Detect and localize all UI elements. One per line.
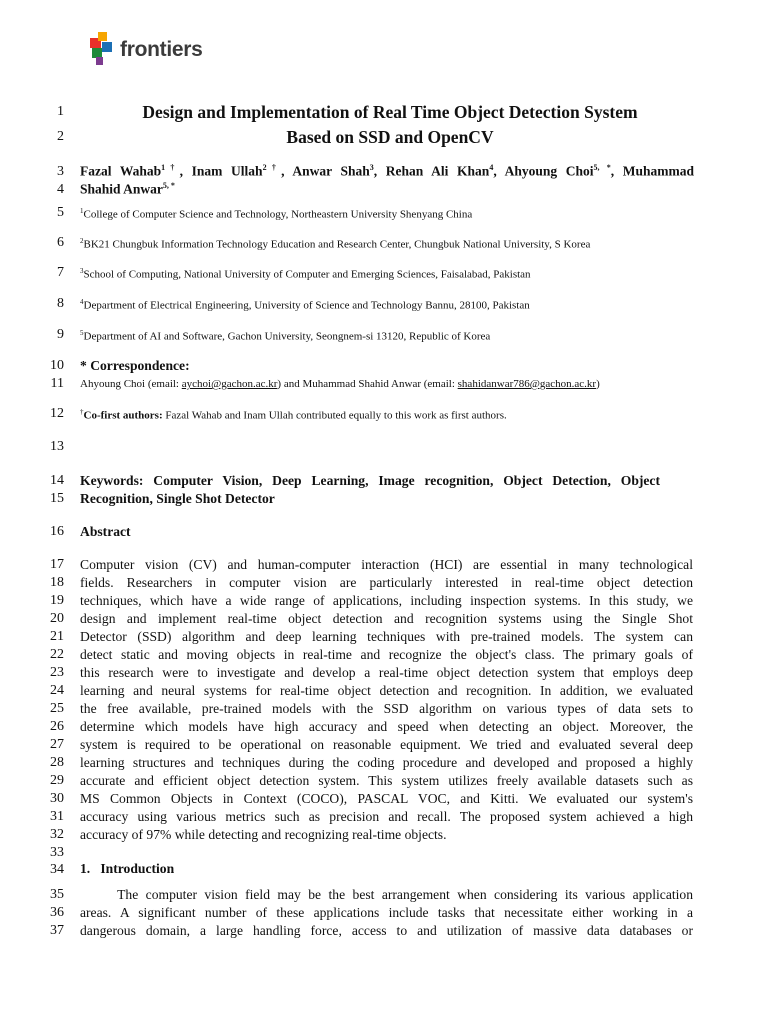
abstract-line: learning and neural systems for real-time object detection and recognition. In addition, we evaluated — [80, 683, 693, 698]
line-number: 27 — [50, 737, 64, 752]
affiliation: $^2$BK21 Chungbuk Information Technology Education and Research Center, Chungbuk National University, S Korea — [80, 237, 591, 251]
paper-title-line: Based on SSD and OpenCV — [286, 127, 494, 147]
author-list-line: Fazal Wahab$^{1\dagger}$, Inam Ullah$^{2\dagger}$, Anwar Shah$^3$, Rehan Ali Khan$^4$, Ahyoung Choi$^{5, *}$, Muhammad — [80, 163, 695, 179]
paper-title-line: Design and Implementation of Real Time Object Detection System — [142, 102, 638, 122]
line-number: 29 — [50, 773, 64, 788]
abstract-line: determine which models have high accuracy and speed when detecting an object. Moreover, the — [80, 719, 693, 734]
section-heading-introduction: 1. Introduction — [80, 861, 175, 876]
intro-line: dangerous domain, a large handling force, access to and utilization of massive data databases or — [80, 923, 693, 938]
abstract-line: techniques, which have a wide range of applications, including inspection systems. In this study, we — [80, 593, 693, 608]
keywords-line: Keywords: Computer Vision, Deep Learning, Image recognition, Object Detection, Object — [80, 473, 660, 488]
line-number: 7 — [57, 265, 64, 280]
abstract-line: accuracy of 97% while detecting and recognizing real-time objects. — [80, 827, 447, 842]
abstract-line: the free available, pre-trained models with the SSD algorithm on various types of data sets to — [80, 701, 693, 716]
logo-text: frontiers — [120, 38, 203, 61]
intro-line: areas. A significant number of these applications include tasks that necessitate either working in a — [80, 905, 693, 920]
affiliation: $^4$Department of Electrical Engineering, University of Science and Technology Bannu, 28100, Pakistan — [80, 298, 530, 312]
abstract-line: system is required to be operational on reasonable equipment. We tried and evaluated several deep — [80, 737, 693, 752]
frontiers-logo-icon — [88, 32, 118, 66]
email-link[interactable]: aychoi@gachon.ac.kr — [181, 378, 278, 390]
line-number: 9 — [57, 327, 64, 342]
line-number: 31 — [50, 809, 64, 824]
abstract-line: accuracy using various metrics such as precision and recall. The proposed system achieved a high — [80, 809, 693, 824]
line-number: 33 — [50, 845, 64, 860]
abstract-line: Computer vision (CV) and human-computer interaction (HCI) are essential in many technological — [80, 557, 693, 572]
line-number: 17 — [50, 557, 64, 572]
affiliation: $^5$Department of AI and Software, Gachon University, Seongnem-si 13120, Republic of Korea — [80, 329, 491, 343]
email-link[interactable]: shahidanwar786@gachon.ac.kr — [457, 378, 597, 390]
affiliation: $^3$School of Computing, National University of Computer and Emerging Sciences, Faisalabad, Pakistan — [80, 267, 531, 281]
author-list-line: Shahid Anwar$^{5, *}$ — [80, 181, 175, 197]
line-number: 10 — [50, 358, 64, 373]
line-number: 30 — [50, 791, 64, 806]
abstract-line: learning structures and techniques during the coding procedure and developed and proposed a highly — [80, 755, 693, 770]
line-number: 12 — [50, 406, 64, 421]
abstract-heading: Abstract — [80, 524, 131, 539]
correspondence-heading: * Correspondence: — [80, 358, 190, 373]
affiliation: $^1$College of Computer Science and Technology, Northeastern University Shenyang China — [80, 207, 473, 221]
line-number: 14 — [50, 473, 64, 488]
line-number: 8 — [57, 296, 64, 311]
line-number: 18 — [50, 575, 64, 590]
line-number: 25 — [50, 701, 64, 716]
line-number: 15 — [50, 491, 64, 506]
line-number: 1 — [57, 104, 64, 119]
line-number: 23 — [50, 665, 64, 680]
abstract-line: detect static and moving objects in real-time and recognize the object's class. The primary goals of — [80, 647, 693, 662]
correspondence-line: Ahyoung Choi (email: aychoi@gachon.ac.kr) and Muhammad Shahid Anwar (email: shahidanwar786@gachon.ac.kr) — [80, 378, 600, 390]
line-number: 20 — [50, 611, 64, 626]
line-number: 28 — [50, 755, 64, 770]
line-number: 35 — [50, 887, 64, 902]
line-number: 36 — [50, 905, 64, 920]
abstract-line: accurate and efficient object detection system. This system utilizes freely available datasets such as — [80, 773, 693, 788]
abstract-line: design and implement real-time object detection and recognition systems using the Single Shot — [80, 611, 693, 626]
abstract-line: this research were to investigate and develop a real-time object detection system that employs deep — [80, 665, 693, 680]
line-number: 4 — [57, 182, 64, 197]
line-number: 6 — [57, 235, 64, 250]
keywords-line: Recognition, Single Shot Detector — [80, 491, 275, 506]
line-number: 11 — [50, 376, 64, 391]
line-number: 19 — [50, 593, 64, 608]
line-number: 2 — [57, 129, 64, 144]
abstract-line: MS Common Objects in Context (COCO), PASCAL VOC, and Kitti. We evaluated our system's — [80, 791, 693, 806]
line-number: 24 — [50, 683, 64, 698]
line-number: 16 — [50, 524, 64, 539]
co-first-authors-note: †Co-first authors: Fazal Wahab and Inam Ullah contributed equally to this work as first authors. — [80, 408, 507, 422]
line-number: 3 — [57, 164, 64, 179]
intro-line: The computer vision field may be the best arrangement when considering its various application — [80, 887, 693, 902]
abstract-line: Detector (SSD) algorithm and deep learning techniques with pre-trained models. The system can — [80, 629, 693, 644]
line-number: 26 — [50, 719, 64, 734]
line-number: 5 — [57, 205, 64, 220]
line-number: 32 — [50, 827, 64, 842]
line-number: 22 — [50, 647, 64, 662]
line-number: 21 — [50, 629, 64, 644]
line-number: 13 — [50, 439, 64, 454]
line-number: 34 — [50, 862, 64, 877]
abstract-line: fields. Researchers in computer vision are particularly interested in real-time object detection — [80, 575, 693, 590]
line-number: 37 — [50, 923, 64, 938]
